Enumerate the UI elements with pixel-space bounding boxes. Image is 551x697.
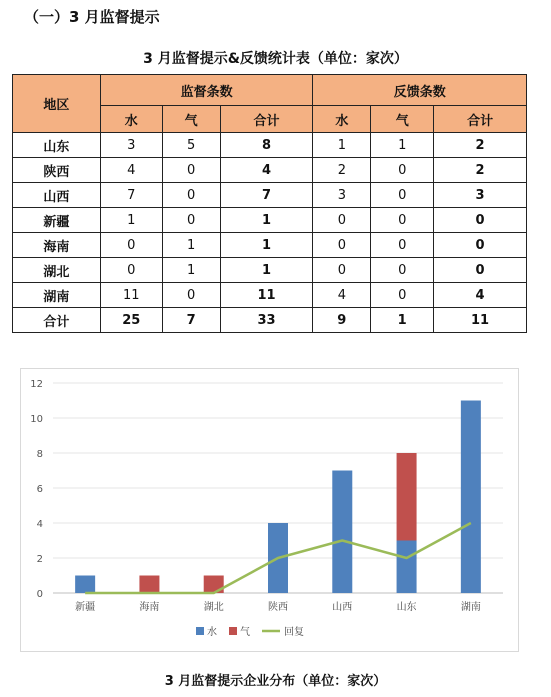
bar-水 [332, 471, 352, 594]
value-cell: 0 [371, 183, 434, 208]
table-row [13, 308, 527, 333]
table-row [13, 158, 527, 183]
x-tick-label: 山西 [332, 602, 353, 613]
region-cell: 陕西 [13, 158, 101, 183]
y-tick-label: 10 [30, 414, 43, 425]
value-cell: 0 [371, 233, 434, 258]
subheader-gas: 气 [371, 106, 434, 133]
x-tick-label: 海南 [139, 602, 160, 613]
bar-气 [397, 453, 417, 541]
value-cell: 1 [313, 133, 371, 158]
y-tick-label: 12 [30, 379, 43, 390]
value-cell: 1 [220, 208, 313, 233]
legend-swatch [196, 627, 204, 635]
value-cell: 4 [313, 283, 371, 308]
value-cell: 0 [100, 233, 162, 258]
bar-水 [397, 541, 417, 594]
y-tick-label: 2 [36, 554, 43, 565]
value-cell: 0 [434, 208, 527, 233]
subheader-gas: 气 [162, 106, 220, 133]
x-tick-label: 山东 [396, 602, 417, 613]
value-cell: 11 [100, 283, 162, 308]
legend-label: 水 [207, 627, 217, 638]
x-tick-label: 湖北 [203, 602, 224, 613]
value-cell: 0 [162, 283, 220, 308]
value-cell: 0 [313, 258, 371, 283]
region-cell: 新疆 [13, 208, 101, 233]
value-cell: 1 [220, 233, 313, 258]
header-supervision: 监督条数 [100, 75, 313, 106]
y-tick-label: 4 [36, 519, 43, 530]
stats-table [12, 74, 527, 333]
value-cell: 0 [313, 233, 371, 258]
value-cell: 25 [100, 308, 162, 333]
value-cell: 0 [434, 233, 527, 258]
table-row [13, 183, 527, 208]
x-tick-label: 湖南 [460, 602, 481, 613]
subheader-water: 水 [313, 106, 371, 133]
value-cell: 0 [371, 258, 434, 283]
value-cell: 1 [371, 308, 434, 333]
subheader-water: 水 [100, 106, 162, 133]
chart-frame [20, 368, 519, 652]
y-tick-label: 0 [36, 589, 43, 600]
value-cell: 7 [220, 183, 313, 208]
chart-caption: 3 月监督提示企业分布（单位：家次） [164, 674, 387, 689]
bar-水 [461, 401, 481, 594]
value-cell: 9 [313, 308, 371, 333]
table-row [13, 233, 527, 258]
value-cell: 1 [162, 258, 220, 283]
value-cell: 1 [162, 233, 220, 258]
region-cell: 山西 [13, 183, 101, 208]
value-cell: 1 [100, 208, 162, 233]
value-cell: 0 [100, 258, 162, 283]
value-cell: 0 [162, 183, 220, 208]
region-cell: 海南 [13, 233, 101, 258]
header-feedback: 反馈条数 [313, 75, 527, 106]
y-tick-label: 6 [36, 484, 43, 495]
value-cell: 8 [220, 133, 313, 158]
subheader-total: 合计 [434, 106, 527, 133]
value-cell: 5 [162, 133, 220, 158]
legend-swatch [229, 627, 237, 635]
value-cell: 4 [434, 283, 527, 308]
bar-水 [75, 576, 95, 594]
table-row [13, 133, 527, 158]
value-cell: 2 [313, 158, 371, 183]
value-cell: 0 [162, 158, 220, 183]
table-row [13, 208, 527, 233]
value-cell: 3 [313, 183, 371, 208]
value-cell: 4 [220, 158, 313, 183]
region-cell: 湖南 [13, 283, 101, 308]
table-row [13, 283, 527, 308]
region-cell: 合计 [13, 308, 101, 333]
subheader-total: 合计 [220, 106, 313, 133]
value-cell: 0 [371, 208, 434, 233]
value-cell: 7 [100, 183, 162, 208]
region-cell: 湖北 [13, 258, 101, 283]
legend-label: 气 [240, 627, 250, 638]
value-cell: 33 [220, 308, 313, 333]
y-tick-label: 8 [36, 449, 43, 460]
value-cell: 0 [162, 208, 220, 233]
bar-chart [21, 369, 518, 651]
table-row [13, 258, 527, 283]
x-tick-label: 陕西 [268, 602, 288, 613]
legend-label: 回复 [284, 627, 304, 638]
value-cell: 0 [313, 208, 371, 233]
value-cell: 1 [371, 133, 434, 158]
value-cell: 1 [220, 258, 313, 283]
region-cell: 山东 [13, 133, 101, 158]
value-cell: 0 [371, 158, 434, 183]
section-heading: （一）3 月监督提示 [24, 8, 160, 26]
value-cell: 11 [434, 308, 527, 333]
value-cell: 3 [100, 133, 162, 158]
value-cell: 4 [100, 158, 162, 183]
value-cell: 3 [434, 183, 527, 208]
table-title: 3 月监督提示&反馈统计表（单位：家次） [143, 51, 408, 67]
bar-气 [139, 576, 159, 594]
header-region: 地区 [13, 75, 101, 133]
value-cell: 2 [434, 158, 527, 183]
value-cell: 0 [371, 283, 434, 308]
value-cell: 7 [162, 308, 220, 333]
value-cell: 2 [434, 133, 527, 158]
value-cell: 0 [434, 258, 527, 283]
x-tick-label: 新疆 [75, 602, 96, 613]
value-cell: 11 [220, 283, 313, 308]
